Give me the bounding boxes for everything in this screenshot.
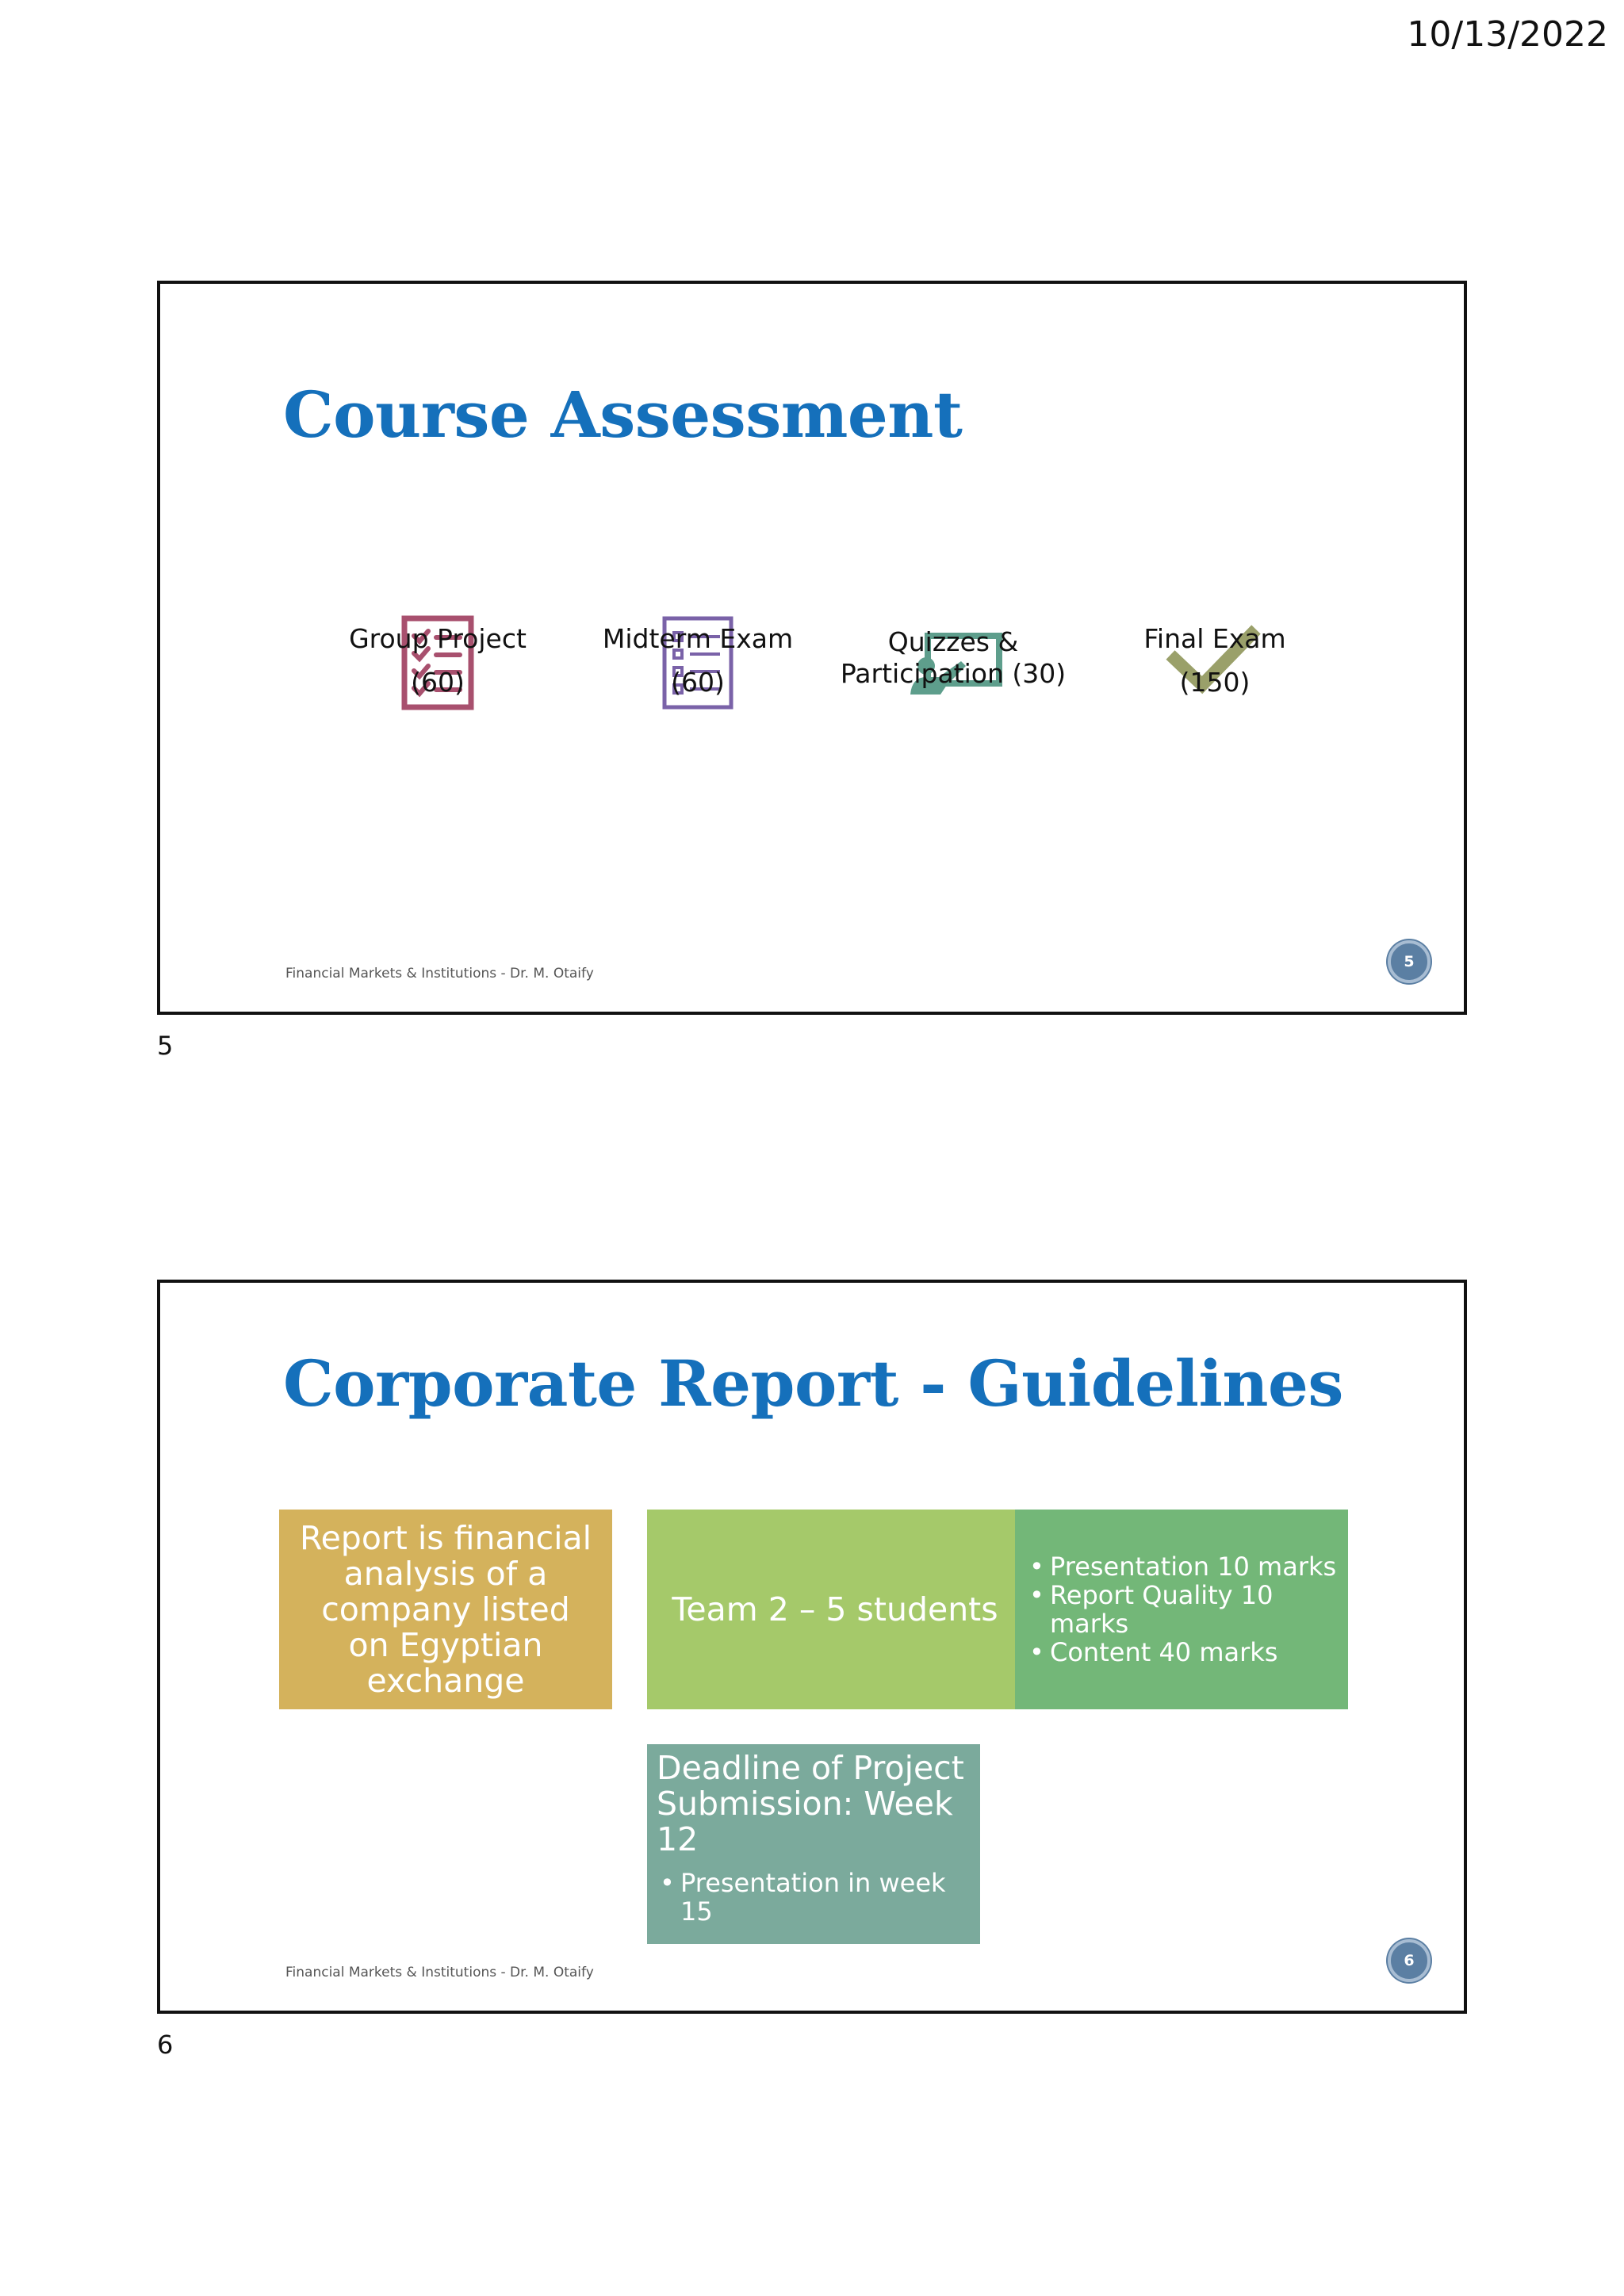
assessment-marks: (60) [671,667,725,698]
page-number: 6 [157,2030,174,2060]
slide-title: Course Assessment [283,377,963,452]
slide-footer: Financial Markets & Institutions - Dr. M. Otaify [285,1965,594,1980]
assessment-item-midterm-exam [579,617,817,704]
assessment-label: Group Project [349,623,527,654]
list-item: • Report Quality 10 marks [1026,1581,1340,1638]
assessment-item-quizzes-participation [834,626,1072,690]
assessment-item-group-project [319,617,557,704]
assessment-label: Final Exam [1143,623,1286,654]
list-item: • Content 40 marks [1026,1638,1340,1667]
page-date: 10/13/2022 [1407,14,1608,55]
tile-report-description: Report is financial analysis of a company listed on Egyptian exchange [279,1510,612,1709]
tile-marks-breakdown [1015,1510,1348,1709]
assessment-marks: (60) [411,667,465,698]
deadline-heading: Deadline of Project Submission: Week 12 [657,1749,964,1858]
assessment-label: Midterm Exam [602,623,794,654]
assessment-marks: (150) [1179,667,1251,698]
assessment-label: Quizzes & [887,626,1019,657]
assessment-marks: Participation (30) [840,658,1067,689]
slide-course-assessment [157,281,1467,1015]
slide-title: Corporate Report - Guidelines [283,1346,1343,1421]
page-number: 5 [157,1031,174,1061]
slide-corporate-report-guidelines [157,1280,1467,2014]
tile-team-size: Team 2 – 5 students [647,1510,1023,1709]
list-item: • Presentation in week 15 [657,1869,972,1926]
list-item: • Presentation 10 marks [1026,1552,1340,1581]
assessment-item-final-exam [1096,617,1334,704]
slide-number-badge: 5 [1388,940,1431,983]
slide-footer: Financial Markets & Institutions - Dr. M. Otaify [285,966,594,982]
slide-number-badge: 6 [1388,1939,1431,1982]
tile-deadline [647,1744,980,1944]
deadline-sublist [647,1858,980,1926]
marks-list [1026,1552,1340,1667]
